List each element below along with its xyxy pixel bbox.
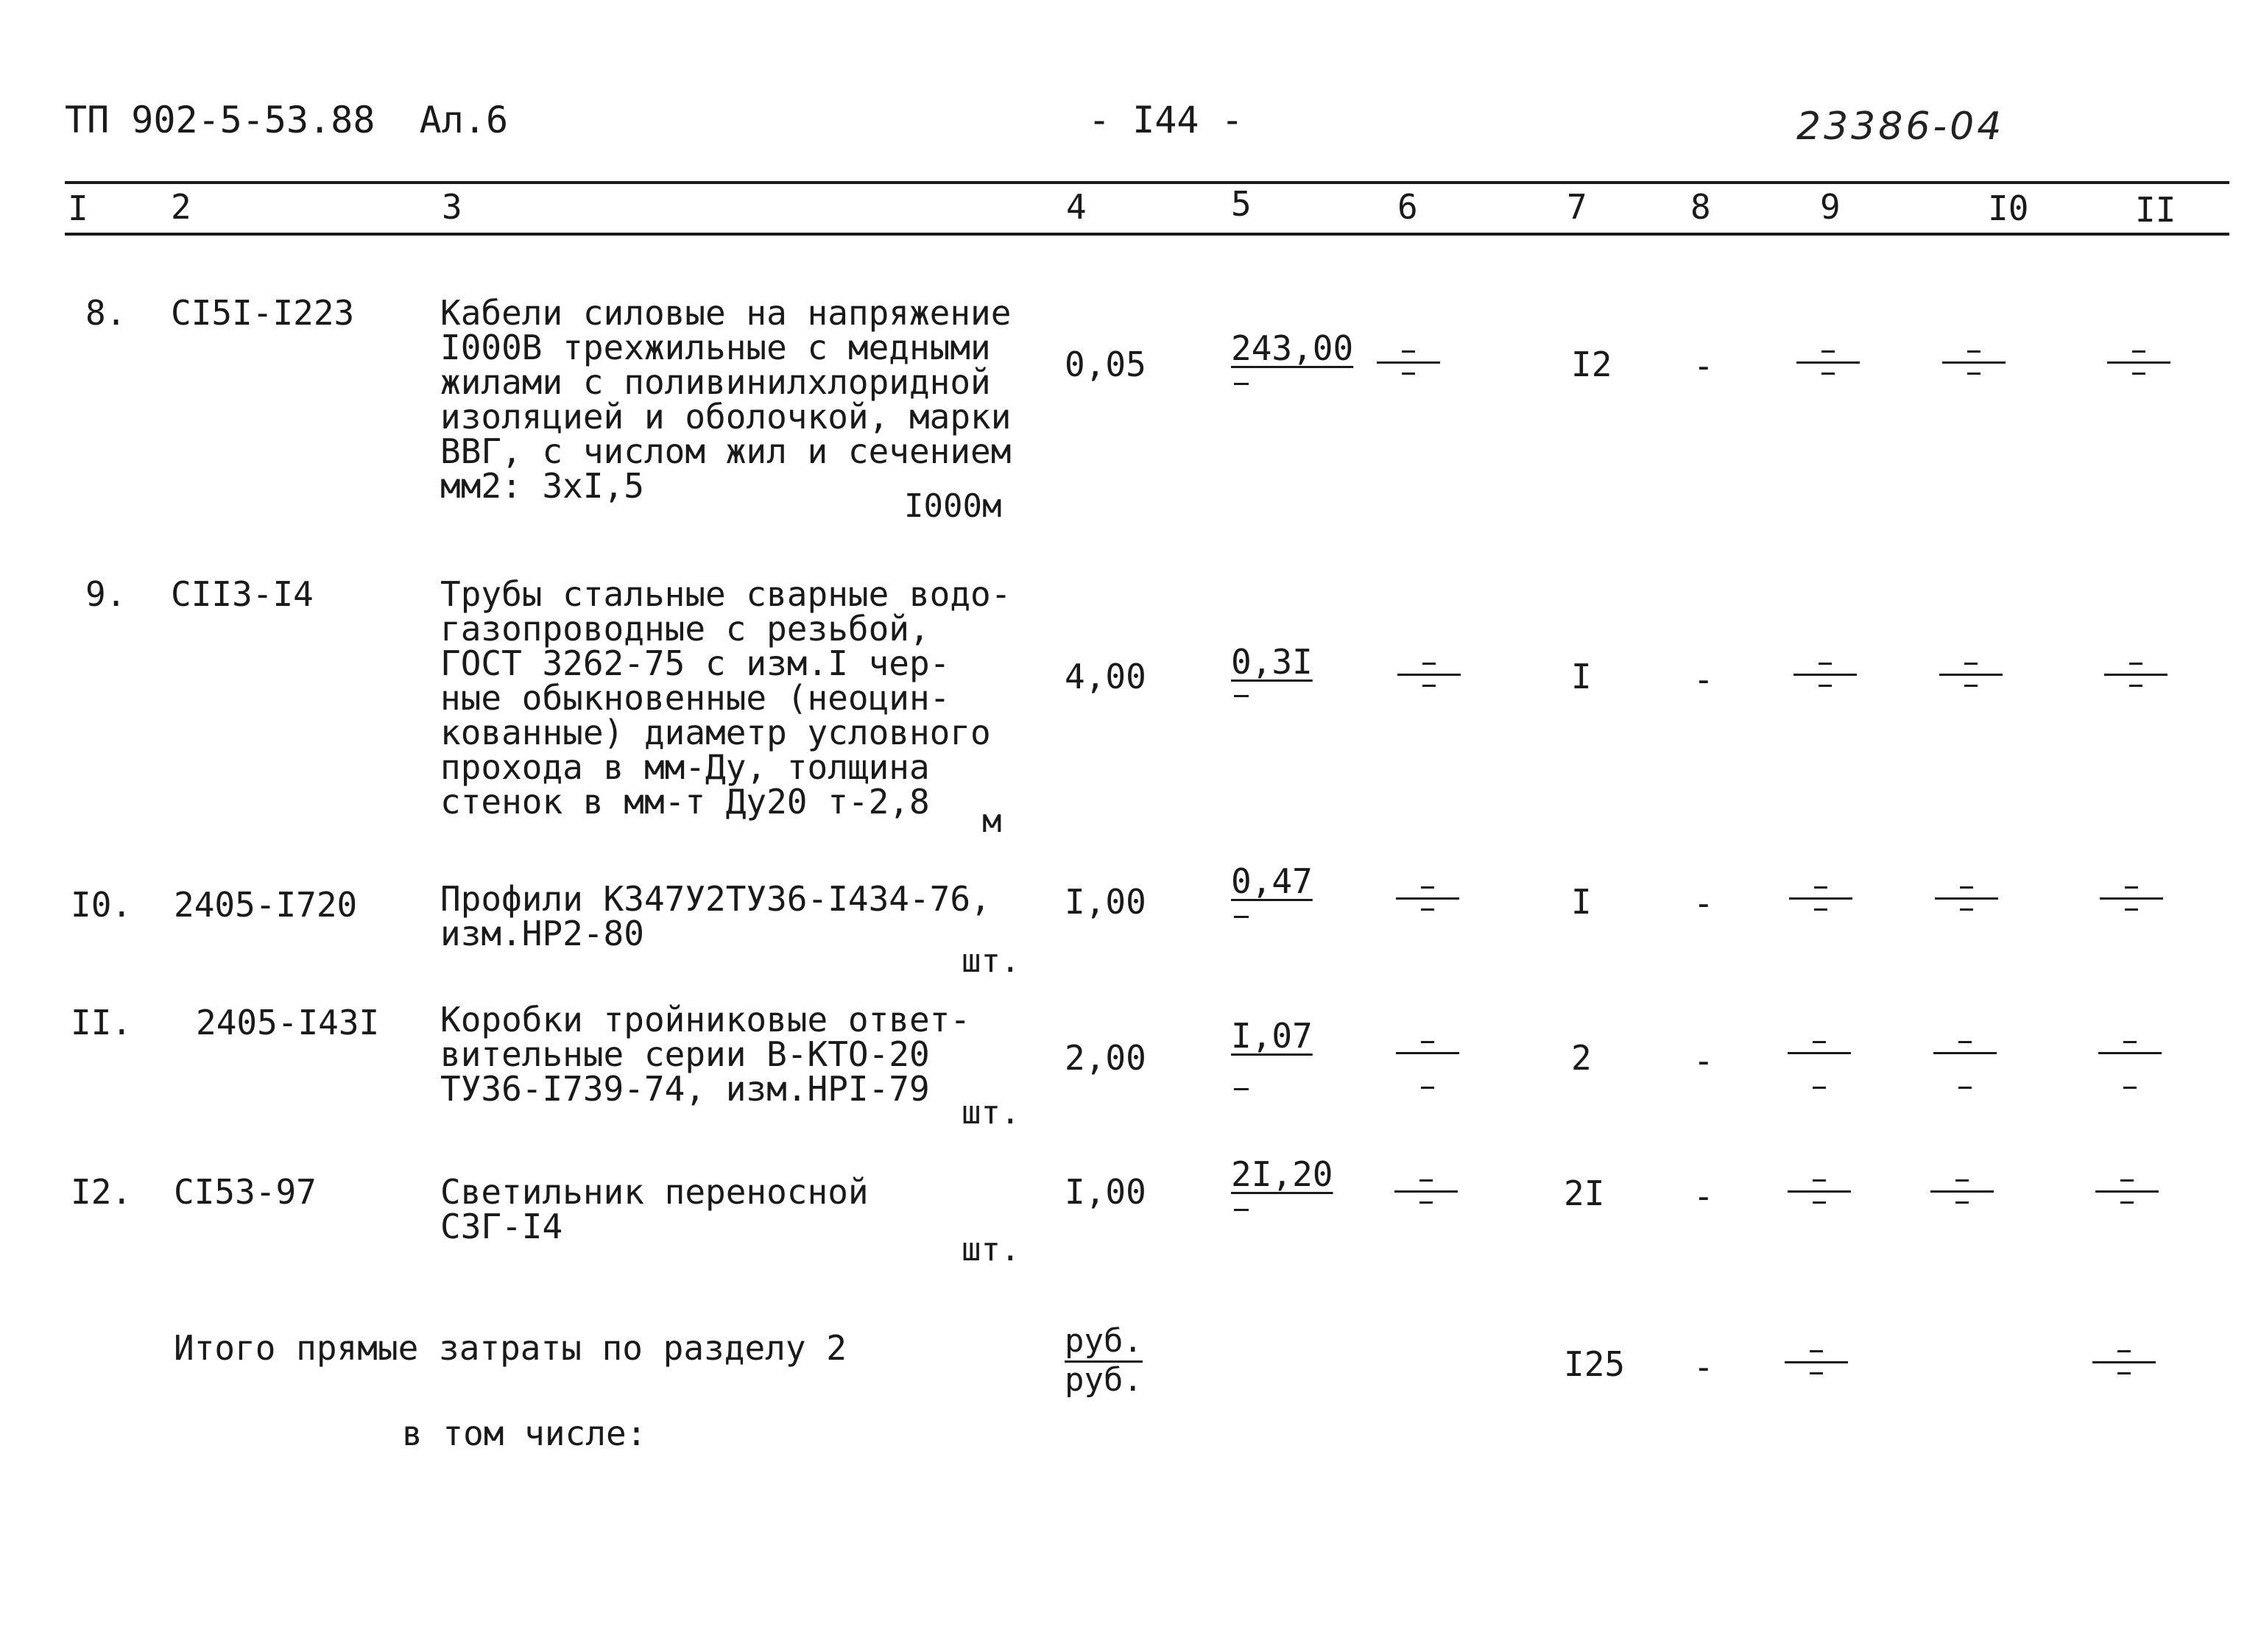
row-unit: м [982, 802, 1002, 840]
col-header-8: 8 [1690, 187, 1711, 227]
row-price-dash [1234, 1088, 1249, 1090]
total-col8: - [1693, 1347, 1714, 1387]
fraction-col9 [1788, 1169, 1851, 1213]
row-col7: 2I [1564, 1173, 1605, 1213]
row-number: II. [71, 1003, 133, 1042]
fraction-col9 [1793, 652, 1857, 696]
fraction-col10 [1930, 1169, 1994, 1213]
total-fraction-col9 [1785, 1340, 1848, 1384]
total-fraction-col11 [2092, 1340, 2156, 1384]
fraction-col10 [1933, 1031, 1997, 1097]
total-unit [1065, 1324, 1143, 1398]
row-price: 0,3I [1231, 642, 1313, 682]
row-quantity: I,00 [1065, 882, 1146, 922]
row-price: I,07 [1231, 1016, 1313, 1056]
row-code: CII3-I4 [171, 574, 314, 614]
fraction-col6 [1397, 652, 1461, 696]
fraction-col11 [2107, 340, 2170, 384]
row-col7: I [1571, 882, 1592, 922]
row-col8: - [1693, 1176, 1714, 1216]
row-col7: 2 [1571, 1038, 1592, 1078]
row-number: 9. [85, 574, 127, 614]
row-col7: I2 [1571, 345, 1612, 384]
col-header-10: I0 [1988, 188, 2029, 228]
fraction-col10 [1939, 652, 2003, 696]
row-unit: шт. [962, 1094, 1020, 1132]
row-col8: - [1693, 660, 1714, 699]
total-label: Итого прямые затраты по разделу 2 [174, 1328, 847, 1368]
row-col8: - [1693, 883, 1714, 923]
header-rule-bottom [65, 233, 2229, 236]
fraction-col10 [1935, 876, 1998, 920]
row-col7: I [1571, 657, 1592, 696]
total-unit-bottom: руб. [1065, 1361, 1143, 1399]
row-description: Трубы стальные сварные водо- газопроводные с резьбой, ГОСТ 3262-75 с изм.I чер- ные обыкновенные (неоцин- кованные) диаметр условного прохода в мм-Ду, толщина стенок в мм-т Ду20 т-2,8 [440, 574, 1012, 822]
col-header-3: 3 [442, 187, 462, 227]
col-header-2: 2 [171, 187, 191, 227]
row-price: 2I,20 [1231, 1154, 1333, 1194]
header-rule-top [65, 181, 2229, 184]
row-number: I2. [71, 1172, 133, 1212]
col-header-5: 5 [1231, 184, 1252, 224]
col-header-6: 6 [1397, 187, 1418, 227]
row-quantity: 0,05 [1065, 345, 1146, 384]
page-number: - I44 - [1088, 99, 1244, 141]
row-code: CI5I-I223 [171, 293, 355, 333]
row-description: Кабели силовые на напряжение I000В трехжильные с медными жилами с поливинилхлоридной изоляцией и оболочкой, марки ВВГ, с числом жил и сечением мм2: 3хI,5 [440, 293, 1012, 506]
row-col8: - [1693, 1041, 1714, 1081]
doc-reference: ТП 902-5-53.88 Ал.6 [65, 99, 509, 141]
fraction-col11 [2098, 1031, 2162, 1097]
row-description: Светильник переносной СЗГ-I4 [440, 1172, 869, 1246]
including-label: в том числе: [402, 1413, 647, 1453]
fraction-col6 [1396, 876, 1459, 920]
fraction-col11 [2095, 1169, 2159, 1213]
total-unit-top: руб. [1065, 1324, 1143, 1363]
row-quantity: 2,00 [1065, 1038, 1146, 1078]
col-header-7: 7 [1567, 187, 1587, 227]
fraction-col11 [2100, 876, 2163, 920]
fraction-col9 [1789, 876, 1852, 920]
row-code: CI53-97 [174, 1172, 317, 1212]
col-header-4: 4 [1066, 187, 1087, 227]
row-unit: I000м [904, 487, 1002, 525]
handwritten-code: 23386-04 [1796, 105, 2005, 149]
col-header-11: II [2135, 190, 2176, 230]
row-quantity: 4,00 [1065, 657, 1146, 696]
row-unit: шт. [962, 942, 1020, 980]
fraction-col9 [1796, 340, 1860, 384]
col-header-1: I [68, 188, 88, 228]
fraction-col6 [1377, 340, 1440, 384]
total-col7: I25 [1564, 1344, 1626, 1384]
row-number: I0. [71, 885, 133, 925]
row-col8: - [1693, 346, 1714, 386]
row-code: 2405-I720 [174, 885, 358, 925]
fraction-col6 [1396, 1031, 1459, 1097]
fraction-col9 [1788, 1031, 1851, 1097]
row-number: 8. [85, 293, 127, 333]
fraction-col6 [1394, 1169, 1458, 1213]
col-header-9: 9 [1820, 187, 1841, 227]
row-unit: шт. [962, 1231, 1020, 1268]
row-code: 2405-I43I [196, 1003, 380, 1042]
row-description: Профили К347У2ТУ36-I434-76, изм.НР2-80 [440, 879, 991, 953]
row-price-dash [1234, 695, 1249, 697]
fraction-col11 [2104, 652, 2167, 696]
row-quantity: I,00 [1065, 1172, 1146, 1212]
fraction-col10 [1942, 340, 2006, 384]
row-price-dash [1234, 1209, 1249, 1211]
row-price: 0,47 [1231, 861, 1313, 901]
row-description: Коробки тройниковые ответ- вительные серии В-КТО-20 ТУ36-I739-74, изм.НРI-79 [440, 1000, 971, 1109]
row-price-dash [1234, 383, 1249, 385]
row-price-dash [1234, 916, 1249, 918]
row-price: 243,00 [1231, 328, 1354, 368]
